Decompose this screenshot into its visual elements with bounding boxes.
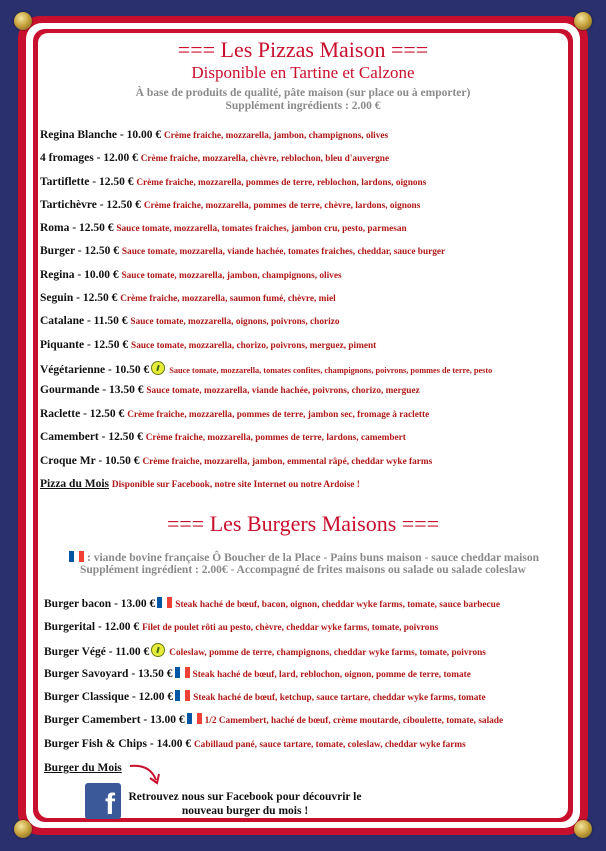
facebook-promo-text: Retrouvez nous sur Facebook pour découvrir le nouveau burger du mois ! — [128, 791, 362, 817]
france-flag-icon — [69, 551, 84, 562]
pizza-du-mois-link[interactable]: Pizza du Mois — [40, 478, 109, 490]
rivet-bottom-right — [574, 820, 592, 838]
pizza-item: Croque Mr - 10.50 € Crème fraiche, mozzarella, jambon, emmental râpé, cheddar wyke farms — [40, 455, 433, 467]
facebook-icon[interactable]: f — [85, 783, 121, 819]
pizza-item: Raclette - 12.50 € Crème fraiche, mozzarella, pommes de terre, jambon sec, fromage à raclette — [40, 408, 430, 420]
pizza-item: Burger - 12.50 € Sauce tomate, mozzarella, viande hachée, tomates fraiches, cheddar, sauce burger — [40, 245, 446, 257]
pizza-item: Roma - 12.50 € Sauce tomate, mozzarella, tomates fraiches, jambon cru, pesto, parmesan — [40, 222, 407, 234]
burger-item: Burger Camembert - 13.00 € 1/2 Camembert, haché de bœuf, crème moutarde, ciboulette, tomate, salade — [44, 714, 504, 726]
burger-item: Burgerital - 12.00 € Filet de poulet rôti au pesto, chèvre, cheddar wyke farms, tomate, poivrons — [44, 621, 439, 633]
pizzas-title: === Les Pizzas Maison === — [177, 37, 429, 62]
vegetarian-leaf-icon — [151, 361, 165, 375]
burger-item: Burger Végé - 11.00 € Coleslaw, pomme de terre, champignons, cheddar wyke farms, tomate, poivrons — [44, 643, 486, 660]
pizza-item: Seguin - 12.50 € Crème fraiche, mozzarella, saumon fumé, chèvre, miel — [40, 292, 336, 304]
pizza-item: Végétarienne - 10.50 € Sauce tomate, mozzarella, tomates confites, champignons, poivrons, pommes de terre, pesto — [40, 361, 492, 378]
burger-item: Burger Fish & Chips - 14.00 € Cabillaud pané, sauce tartare, tomate, coleslaw, cheddar wyke farms — [44, 738, 466, 750]
vegetarian-leaf-icon — [151, 643, 165, 657]
pizza-item: Gourmande - 13.50 € Sauce tomate, mozzarella, viande hachée, poivrons, chorizo, merguez — [40, 384, 420, 396]
france-flag-icon — [157, 597, 172, 608]
pizza-item: Tartiflette - 12.50 € Crème fraiche, mozzarella, pommes de terre, reblochon, lardons, oignons — [40, 176, 427, 188]
rivet-bottom-left — [14, 820, 32, 838]
pizza-item: Tartichèvre - 12.50 € Crème fraiche, mozzarella, pommes de terre, chèvre, lardons, oignons — [40, 199, 421, 211]
burgers-title: === Les Burgers Maisons === — [166, 511, 440, 536]
rivet-top-left — [14, 12, 32, 30]
pizza-item: Piquante - 12.50 € Sauce tomate, mozzarella, chorizo, poivrons, merguez, piment — [40, 339, 377, 351]
burger-item: Burger Savoyard - 13.50 € Steak haché de bœuf, lard, reblochon, oignon, pomme de terre, tomate — [44, 668, 471, 680]
pizza-item: Camembert - 12.50 € Crème fraiche, mozzarella, pommes de terre, lardons, camembert — [40, 431, 406, 443]
pizzas-subtitle: Disponible en Tartine et Calzone — [191, 63, 415, 82]
france-flag-icon — [187, 713, 202, 724]
pizza-item: Catalane - 11.50 € Sauce tomate, mozzarella, oignons, poivrons, chorizo — [40, 315, 340, 327]
pizza-item: 4 fromages - 12.00 € Crème fraiche, mozzarella, chèvre, reblochon, bleu d'auvergne — [40, 152, 390, 164]
pizzas-note-line2: Supplément ingrédients : 2.00 € — [225, 100, 381, 112]
burger-du-mois-link[interactable]: Burger du Mois — [44, 762, 122, 774]
france-flag-icon — [175, 690, 190, 701]
pizzas-note-line1: À base de produits de qualité, pâte maison (sur place ou à emporter) — [135, 87, 471, 99]
pizza-item: Regina Blanche - 10.00 € Crème fraiche, mozzarella, jambon, champignons, olives — [40, 129, 389, 141]
pizza-du-mois: Pizza du Mois Disponible sur Facebook, notre site Internet ou notre Ardoise ! — [40, 478, 360, 490]
pizza-item: Regina - 10.00 € Sauce tomate, mozzarella, jambon, champignons, olives — [40, 269, 342, 281]
curved-arrow-icon — [128, 762, 162, 786]
burgers-note-line2: Supplément ingrédient : 2.00€ - Accompagné de frites maisons ou salade ou salade coleslaw — [80, 564, 526, 576]
burger-item: Burger bacon - 13.00 € Steak haché de bœuf, bacon, oignon, cheddar wyke farms, tomate, sauce barbecue — [44, 598, 500, 610]
burger-du-mois — [44, 761, 122, 775]
burgers-note-line1: : viande bovine française Ô Boucher de la Place - Pains buns maison - sauce cheddar maison — [0, 551, 606, 565]
burger-item: Burger Classique - 12.00 € Steak haché de bœuf, ketchup, sauce tartare, cheddar wyke farms, tomate — [44, 691, 486, 703]
rivet-top-right — [574, 12, 592, 30]
france-flag-icon — [175, 667, 190, 678]
